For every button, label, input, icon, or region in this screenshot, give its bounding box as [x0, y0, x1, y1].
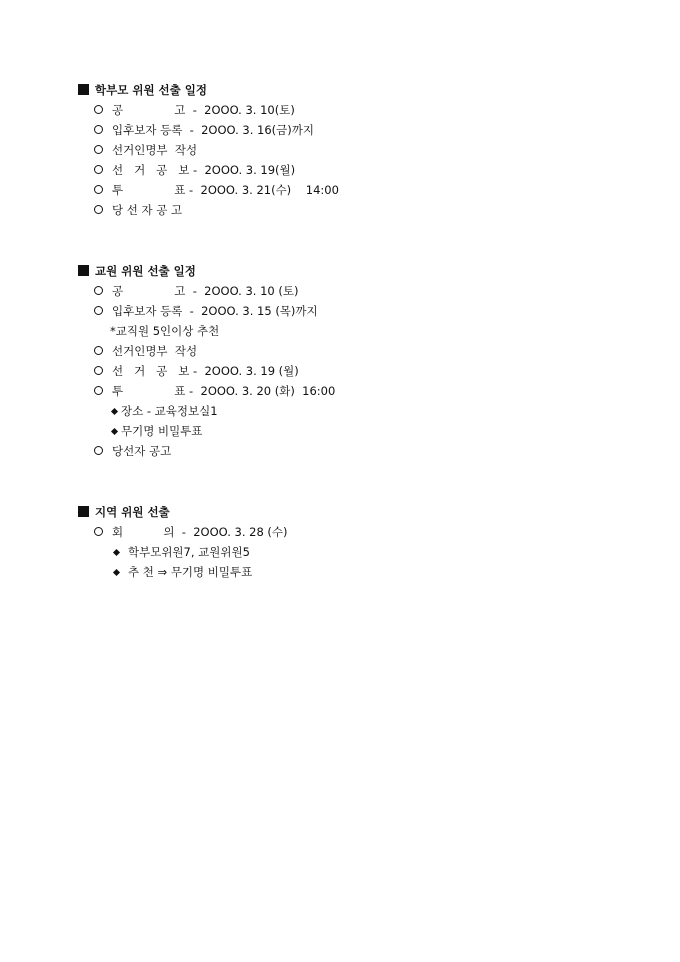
list-item: 선 거 공 보 - 2OOO. 3. 19 (월) [78, 361, 638, 381]
hollow-circle-icon [94, 185, 103, 194]
sub-list-item: 무기명 비밀투표 [78, 421, 638, 441]
list-item: 당 선 자 공 고 [78, 200, 638, 220]
list-item: 공 고 - 2OOO. 3. 10 (토) [78, 281, 638, 301]
list-item: 회 의 - 2OOO. 3. 28 (수) [78, 522, 638, 542]
filled-square-icon [78, 265, 89, 276]
list-item: 투 표 - 2OOO. 3. 21(수) 14:00 [78, 180, 638, 200]
hollow-circle-icon [94, 366, 103, 375]
list-item: 공 고 - 2OOO. 3. 10(토) [78, 100, 638, 120]
filled-diamond-icon [111, 428, 118, 435]
list-item: 입후보자 등록 - 2OOO. 3. 16(금)까지 [78, 120, 638, 140]
section-heading [78, 261, 638, 281]
section-title-text: 교원 위원 선출 일정 [95, 264, 196, 278]
hollow-circle-icon [94, 306, 103, 315]
filled-square-icon [78, 84, 89, 95]
list-item: 당선자 공고 [78, 441, 638, 461]
section-heading [78, 80, 638, 100]
filled-square-icon [78, 506, 89, 517]
hollow-circle-icon [94, 386, 103, 395]
sub-list-item: 추 천 ⇒ 무기명 비밀투표 [78, 562, 638, 582]
section-heading [78, 502, 638, 522]
filled-diamond-icon [111, 408, 118, 415]
section-title-text: 학부모 위원 선출 일정 [95, 83, 207, 97]
list-item: 입후보자 등록 - 2OOO. 3. 15 (목)까지 [78, 301, 638, 321]
list-item: 선거인명부 작성 [78, 341, 638, 361]
section-community-committee [78, 502, 638, 582]
hollow-circle-icon [94, 286, 103, 295]
filled-diamond-icon [113, 569, 120, 576]
hollow-circle-icon [94, 527, 103, 536]
list-item: 선 거 공 보 - 2OOO. 3. 19(월) [78, 160, 638, 180]
hollow-circle-icon [94, 346, 103, 355]
sub-list-item: 학부모위원7, 교원위원5 [78, 542, 638, 562]
list-item: 투 표 - 2OOO. 3. 20 (화) 16:00 [78, 381, 638, 401]
list-item: 선거인명부 작성 [78, 140, 638, 160]
hollow-circle-icon [94, 145, 103, 154]
section-title-text: 지역 위원 선출 [95, 505, 170, 519]
sub-list-item: 장소 - 교육정보실1 [78, 401, 638, 421]
hollow-circle-icon [94, 205, 103, 214]
hollow-circle-icon [94, 446, 103, 455]
section-teacher-committee-schedule [78, 261, 638, 461]
hollow-circle-icon [94, 105, 103, 114]
filled-diamond-icon [113, 549, 120, 556]
hollow-circle-icon [94, 125, 103, 134]
hollow-circle-icon [94, 165, 103, 174]
section-parent-committee-schedule [78, 80, 638, 220]
recommendation-note: *교직원 5인이상 추천 [110, 324, 220, 338]
